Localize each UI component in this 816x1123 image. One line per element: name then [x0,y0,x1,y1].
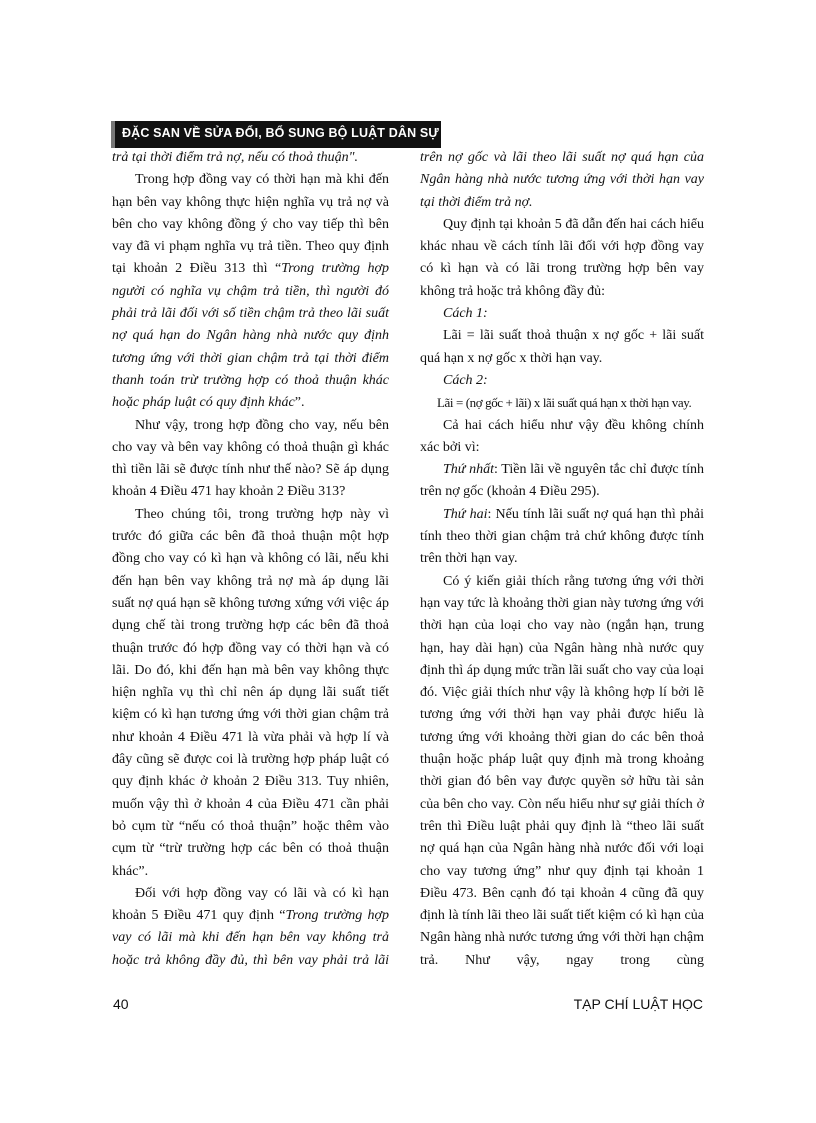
method-label: Cách 2: [443,372,488,388]
formula-line: Lãi = (nợ gốc + lãi) x lãi suất quá hạn x thời hạn vay. [437,395,692,411]
point-label: Thứ nhất [443,462,494,478]
method-label: Cách 1: [443,306,488,322]
journal-name: TẠP CHÍ LUẬT HỌC [573,996,703,1012]
section-header-title: ĐẶC SAN VỀ SỬA ĐỔI, BỔ SUNG BỘ LUẬT DÂN SỰ [122,126,439,140]
italic-quote: Trong trường hợp người có nghĩa vụ chậm trả tiền, thì người đó phải trả lãi đối với số tiền chậm trả theo lãi suất nợ quá hạn do Ngân hàng nhà nước quy định tương ứng với thời gian chậm trả tại thời điểm thanh toán trừ trường hợp có thoả thuận khác hoặc pháp luật có quy định khác [112,261,389,411]
formula-paragraph: Lãi = lãi suất thoả thuận x nợ gốc + lãi suất quá hạn x nợ gốc x thời hạn vay. [420,328,704,366]
section-header-band [111,121,441,148]
point-label: Thứ hai [443,506,488,522]
paragraph [112,147,389,169]
paragraph [112,883,389,972]
paragraph [112,169,389,414]
body-text: : Nếu tính lãi suất nợ quá hạn thì phải tính theo thời gian chậm trả chứ không được tính trên thời hạn vay. [420,506,705,567]
right-column [420,147,704,972]
body-text: Trong hợp đồng vay có thời hạn mà khi đến hạn bên vay không thực hiện nghĩa vụ trả nợ và bên cho vay không đồng ý cho vay tiếp thì bên vay đã vi phạm nghĩa vụ trả tiền. Theo quy định tại khoản 2 Điều 313 thì “ [112,172,389,277]
paragraph: Như vậy, trong hợp đồng cho vay, nếu bên cho vay và bên vay không có thoả thuận gì khác thì tiền lãi sẽ được tính như thế nào? Sẽ áp dụng khoản 4 Điều 471 hay khoản 2 Điều 313? [112,417,389,500]
paragraph [420,147,704,214]
paragraph [420,370,704,392]
paragraph: Quy định tại khoản 5 đã dẫn đến hai cách hiểu khác nhau về cách tính lãi đối với hợp đồng vay có kì hạn và có lãi trong trường hợp bên vay không trả hoặc trả không đầy đủ: [420,216,704,299]
body-text: Đối với hợp đồng vay có lãi và có kì hạn khoản 5 Điều 471 quy định “ [112,885,389,924]
italic-quote: trên nợ gốc và lãi theo lãi suất nợ quá hạn của Ngân hàng nhà nước tương ứng với thời hạn vay tại thời điểm trả nợ. [420,150,704,210]
paragraph [420,504,704,571]
paragraph: Theo chúng tôi, trong trường hợp này vì trước đó giữa các bên đã thoả thuận một hợp đồng cho vay có kì hạn và không có lãi, nếu khi đến hạn bên vay không trả nợ mà áp dụng lãi suất nợ quá hạn sẽ không tương xứng với việc áp dụng chế tài trong trường hợp các bên đã thoả thuận trước đó hợp đồng vay có thời hạn và có lãi. Do đó, khi đến hạn mà bên vay không thực hiện nghĩa vụ thì chỉ nên áp dụng lãi suất tiết kiệm có kì hạn tương ứng với thời gian chậm trả như khoản 4 Điều 471 là vừa phải và hợp lí và đây cũng sẽ được coi là trường hợp pháp luật có quy định khác ở khoản 2 Điều 313. Tuy nhiên, muốn vậy thì ở khoản 4 của Điều 471 cần phải bỏ cụm từ “nếu có thoả thuận” hoặc thêm vào cụm từ “trừ trường hợp các bên có thoả thuận khác”. [112,506,389,879]
paragraph [420,303,704,325]
page-number: 40 [113,996,129,1012]
body-text: ”. [294,395,305,411]
paragraph: Cả hai cách hiểu như vậy đều không chính xác bởi vì: [420,417,704,455]
header-accent-bar [111,121,115,148]
italic-quote: trả tại thời điểm trả nợ, nếu có thoả thuận". [112,150,358,165]
body-text: : Tiền lãi về nguyên tắc chỉ được tính trên nợ gốc (khoản 4 Điều 295). [420,462,704,500]
paragraph [420,459,704,504]
paragraph: Có ý kiến giải thích rằng tương ứng với thời hạn vay tức là khoảng thời gian này tương ứng với thời hạn của loại cho vay nào (ngắn hạn, trung hạn, hay dài hạn) của Ngân hàng nhà nước quy định thì áp dụng mức trần lãi suất cho vay của loại đó. Việc giải thích như vậy là không hợp lí bởi lẽ tương ứng với thời hạn vay phải được hiểu là tương ứng với khoảng thời gian do các bên thoả thuận hoặc pháp luật quy định mà trong khoảng thời gian đó bên vay được quyền sở hữu tài sản của bên cho vay. Còn nếu hiểu như sự giải thích ở trên thì Điều luật phải quy định là “theo lãi suất nợ quá hạn của Ngân hàng nhà nước đối với loại cho vay tương ứng” như quy định tại khoản 1 Điều 473. Bên cạnh đó tại khoản 4 cũng đã quy định là tính lãi theo lãi suất tiết kiệm có kì hạn của Ngân hàng nhà nước tương ứng với thời hạn chậm trả. Như vậy, ngay trong cùng [420,573,704,968]
left-column [112,147,389,972]
italic-quote: Trong trường hợp vay có lãi mà khi đến hạn bên vay không trả hoặc trả không đầy đủ, thì bên vay phải trả lãi [112,908,390,968]
